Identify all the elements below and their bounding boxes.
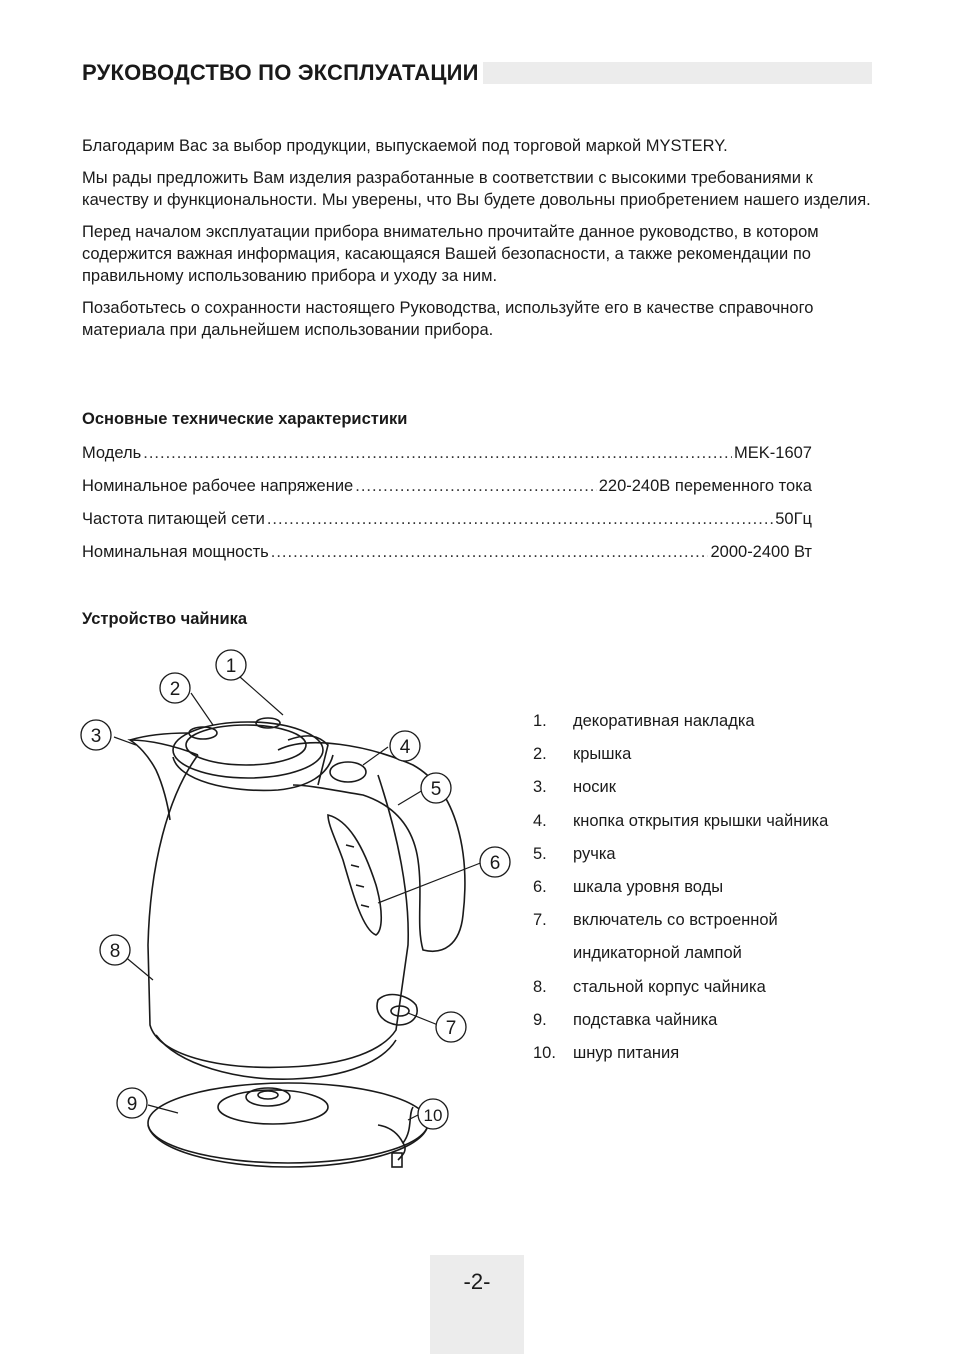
callout-6 [480,847,510,877]
kettle-body [148,755,408,1067]
specs-heading: Основные технические характеристики [82,410,408,428]
spec-row-frequency [82,510,812,532]
spec-row-voltage [82,477,812,499]
callout-8 [100,935,130,965]
callout-1 [216,650,246,680]
svg-text:8: 8 [109,941,121,962]
callout-10 [418,1099,448,1129]
page-number-box [430,1255,524,1354]
kettle-diagram [78,645,518,1185]
intro-paragraph-3: Перед началом эксплуатации прибора внимательно прочитайте данное руководство, в котором содержится важная информация, касающаяся Вашей безопасности, а также рекомендации по правильному использованию прибора и уходу за ним. [82,223,819,285]
page-number: -2- [463,1269,491,1294]
svg-text:5: 5 [430,779,442,800]
spec-row-model [82,444,812,466]
open-button [330,762,366,782]
leader-dots [267,510,773,529]
spec-value: 50Гц [775,510,812,528]
svg-text:10: 10 [423,1106,443,1125]
spec-row-power [82,543,812,565]
callout-7 [436,1012,466,1042]
callout-9 [117,1088,147,1118]
leader-dots [271,543,709,562]
callout-3 [81,720,111,750]
svg-text:9: 9 [126,1094,138,1115]
kettle-spout [130,740,198,820]
spec-value: MEK-1607 [734,444,812,462]
svg-text:7: 7 [445,1018,457,1039]
spec-label: Номинальное рабочее напряжение [82,477,354,495]
svg-text:6: 6 [489,853,501,874]
callout-4 [390,731,420,761]
spec-label: Частота питающей сети [82,510,265,528]
spec-label: Номинальная мощность [82,543,269,561]
device-heading: Устройство чайника [82,610,248,628]
svg-text:4: 4 [399,737,411,758]
svg-text:1: 1 [225,656,237,677]
callout-5 [421,773,451,803]
intro-section [82,135,874,351]
intro-paragraph-2: Мы рады предложить Вам изделия разработанные в соответствии с высокими требованиями к качеству и функциональности. Мы уверены, что Вы будете довольны приобретением нашего изделия. [82,169,871,209]
svg-text:3: 3 [90,726,102,747]
spec-value: 2000-2400 Вт [710,543,812,561]
intro-paragraph-4: Позаботьтесь о сохранности настоящего Руководства, используйте его в качестве справочного материала при дальнейшем использовании прибора. [82,299,814,339]
leader-dots [143,444,732,463]
spec-label: Модель [82,444,142,462]
svg-text:2: 2 [169,679,181,700]
intro-paragraph-1: Благодарим Вас за выбор продукции, выпускаемой под торговой маркой MYSTERY. [82,137,728,155]
page-title: РУКОВОДСТВО ПО ЭКСПЛУАТАЦИИ [82,60,483,86]
leader-dots [355,477,596,496]
callout-2 [160,673,190,703]
kettle-lid [173,722,323,778]
water-window [328,815,381,935]
spec-value: 220-240В переменного тока [598,477,812,495]
